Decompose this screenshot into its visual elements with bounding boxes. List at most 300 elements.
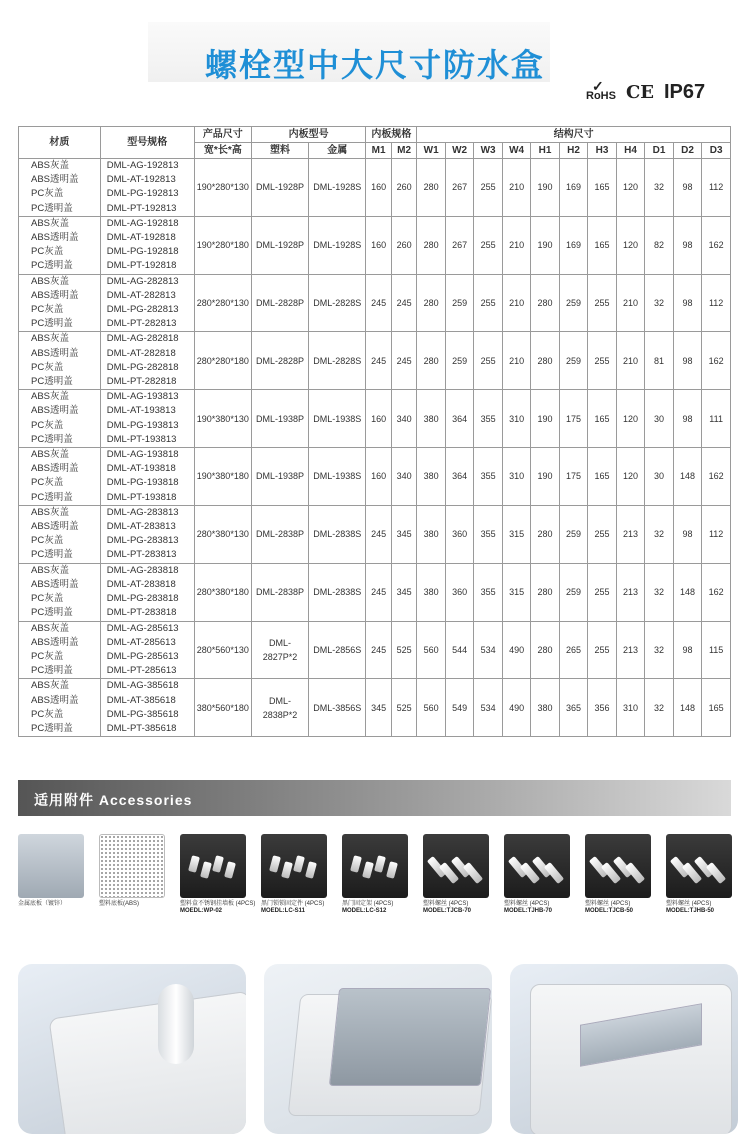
material-name: ABS透明盖 — [31, 347, 79, 359]
accessory-model: MODEL:TJHB-70 — [504, 908, 553, 914]
model-number: DML-AG-385618 — [106, 680, 179, 692]
value-cell: 245 — [391, 274, 417, 332]
accessory-item — [423, 834, 489, 915]
value-cell: 255 — [588, 332, 616, 390]
material-name: ABS透明盖 — [31, 694, 79, 706]
value-cell: 380 — [417, 505, 445, 563]
value-cell: 190 — [531, 448, 559, 506]
material-name: PC透明盖 — [31, 318, 73, 330]
value-cell: 259 — [559, 563, 587, 621]
accessory-caption: 塑料螺丝 (4PCS) — [423, 901, 469, 907]
header-col-m2: M2 — [391, 143, 417, 159]
material-name: ABS灰盖 — [31, 217, 70, 229]
value-cell: 364 — [445, 448, 473, 506]
material-name: ABS透明盖 — [31, 289, 79, 301]
value-cell: 259 — [559, 505, 587, 563]
material-name: ABS透明盖 — [31, 578, 79, 590]
accessory-item — [180, 834, 256, 915]
material-name: PC透明盖 — [31, 722, 73, 734]
material-name: PC透明盖 — [31, 607, 73, 619]
model-number: DML-AG-283813 — [106, 506, 179, 518]
material-name: ABS灰盖 — [31, 160, 70, 171]
value-cell: 245 — [366, 563, 392, 621]
material-name: ABS灰盖 — [31, 622, 70, 634]
accessory-image — [504, 834, 570, 898]
material-name: ABS透明盖 — [31, 521, 79, 533]
value-cell: 98 — [673, 216, 701, 274]
header-col-w3: W3 — [474, 143, 502, 159]
model-cell — [100, 216, 194, 274]
value-cell: 255 — [588, 505, 616, 563]
accessory-model: MOEDL:LC-S11 — [261, 908, 306, 914]
value-cell: 280 — [531, 505, 559, 563]
value-cell: 356 — [588, 679, 616, 737]
value-cell: 98 — [673, 274, 701, 332]
value-cell: 560 — [417, 679, 445, 737]
model-number: DML-PT-385618 — [106, 722, 177, 734]
value-cell: 115 — [702, 621, 731, 679]
table-row — [19, 332, 731, 390]
plastic-cell: DML-2828P — [251, 274, 308, 332]
table-row — [19, 505, 731, 563]
accessory-caption: 黑门固定架 (4PCS) — [342, 901, 394, 907]
material-name: ABS灰盖 — [31, 333, 70, 345]
accessory-caption: 塑料螺丝 (4PCS) — [585, 901, 631, 907]
material-name: ABS灰盖 — [31, 391, 70, 403]
value-cell: 255 — [474, 216, 502, 274]
accessory-image — [180, 834, 246, 898]
value-cell: 160 — [366, 216, 392, 274]
value-cell: 245 — [366, 621, 392, 679]
model-number: DML-PG-285613 — [106, 650, 179, 662]
table-row — [19, 679, 731, 737]
part-shape — [212, 855, 224, 873]
accessory-model: MODEL:TJHB-50 — [666, 908, 715, 914]
material-name: PC透明盖 — [31, 491, 73, 503]
material-cell — [19, 448, 101, 506]
material-name: ABS透明盖 — [31, 232, 79, 244]
part-shape — [281, 861, 293, 879]
value-cell: 162 — [702, 216, 731, 274]
material-cell — [19, 216, 101, 274]
value-cell: 380 — [417, 563, 445, 621]
value-cell: 310 — [502, 390, 530, 448]
rohs-label: RoHS — [586, 90, 616, 102]
material-name: PC灰盖 — [31, 419, 64, 431]
plastic-cell: DML-1938P — [251, 448, 308, 506]
value-cell: 260 — [391, 216, 417, 274]
material-name: PC透明盖 — [31, 665, 73, 677]
material-name: PC透明盖 — [31, 433, 73, 445]
value-cell: 280 — [531, 274, 559, 332]
value-cell: 255 — [588, 274, 616, 332]
model-number: DML-PG-283813 — [106, 535, 179, 547]
value-cell: 162 — [702, 448, 731, 506]
model-number: DML-AT-283818 — [106, 578, 176, 590]
value-cell: 255 — [588, 563, 616, 621]
material-cell — [19, 332, 101, 390]
value-cell: 165 — [702, 679, 731, 737]
part-shape — [188, 855, 200, 873]
table-row — [19, 563, 731, 621]
value-cell: 259 — [559, 332, 587, 390]
header-col-d3: D3 — [702, 143, 731, 159]
material-cell — [19, 274, 101, 332]
value-cell: 355 — [474, 505, 502, 563]
metal-cell: DML-2828S — [309, 332, 366, 390]
size-cell: 280*280*130 — [194, 274, 251, 332]
header-size: 产品尺寸 — [194, 127, 251, 143]
value-cell: 213 — [616, 621, 644, 679]
accessory-model: MODEL:LC-S12 — [342, 908, 387, 914]
value-cell: 120 — [616, 159, 644, 217]
value-cell: 160 — [366, 448, 392, 506]
value-cell: 260 — [391, 159, 417, 217]
header-metal: 金属 — [309, 143, 366, 159]
value-cell: 310 — [502, 448, 530, 506]
plastic-cell: DML-2828P — [251, 332, 308, 390]
accessory-item — [342, 834, 408, 915]
model-number: DML-AG-283818 — [106, 564, 179, 576]
material-cell — [19, 505, 101, 563]
header-col-d1: D1 — [645, 143, 673, 159]
value-cell: 82 — [645, 216, 673, 274]
value-cell: 165 — [588, 390, 616, 448]
value-cell: 175 — [559, 448, 587, 506]
value-cell: 165 — [588, 448, 616, 506]
material-name: ABS透明盖 — [31, 405, 79, 417]
material-name: ABS透明盖 — [31, 636, 79, 648]
accessory-image — [585, 834, 651, 898]
value-cell: 355 — [474, 563, 502, 621]
material-name: ABS透明盖 — [31, 463, 79, 475]
model-number: DML-PG-193813 — [106, 419, 179, 431]
material-name: PC灰盖 — [31, 246, 64, 258]
model-number: DML-AT-193813 — [106, 405, 176, 417]
model-cell — [100, 563, 194, 621]
material-name: PC灰盖 — [31, 535, 64, 547]
accessory-caption: 塑料螺丝 (4PCS) — [666, 901, 712, 907]
model-number: DML-AT-385618 — [106, 694, 176, 706]
value-cell: 255 — [474, 274, 502, 332]
model-cell — [100, 274, 194, 332]
value-cell: 265 — [559, 621, 587, 679]
material-cell — [19, 563, 101, 621]
value-cell: 534 — [474, 679, 502, 737]
value-cell: 120 — [616, 390, 644, 448]
model-number: DML-PG-192813 — [106, 188, 179, 200]
part-shape — [374, 855, 386, 873]
accessory-caption: 塑料螺丝 (4PCS) — [504, 901, 550, 907]
material-name: ABS灰盖 — [31, 275, 70, 287]
model-number: DML-PT-283813 — [106, 549, 177, 561]
table-row — [19, 448, 731, 506]
value-cell: 148 — [673, 448, 701, 506]
value-cell: 32 — [645, 505, 673, 563]
material-cell — [19, 159, 101, 217]
size-cell: 280*280*180 — [194, 332, 251, 390]
value-cell: 315 — [502, 505, 530, 563]
header-col-w2: W2 — [445, 143, 473, 159]
model-number: DML-AG-192818 — [106, 217, 179, 229]
size-cell: 380*560*180 — [194, 679, 251, 737]
value-cell: 255 — [474, 332, 502, 390]
header-material: 材质 — [19, 127, 101, 159]
model-number: DML-AT-192818 — [106, 232, 176, 244]
model-number: DML-PT-282818 — [106, 376, 177, 388]
plastic-cell: DML-1928P — [251, 159, 308, 217]
model-number: DML-PT-193813 — [106, 433, 177, 445]
value-cell: 162 — [702, 332, 731, 390]
value-cell: 30 — [645, 448, 673, 506]
value-cell: 280 — [531, 332, 559, 390]
value-cell: 245 — [366, 274, 392, 332]
header-size-sub: 宽*长*高 — [194, 143, 251, 159]
value-cell: 213 — [616, 563, 644, 621]
value-cell: 210 — [502, 274, 530, 332]
size-cell: 280*560*130 — [194, 621, 251, 679]
value-cell: 30 — [645, 390, 673, 448]
model-number: DML-PG-385618 — [106, 708, 179, 720]
value-cell: 355 — [474, 448, 502, 506]
material-name: PC灰盖 — [31, 188, 64, 200]
part-shape — [305, 861, 317, 879]
material-name: PC灰盖 — [31, 361, 64, 373]
value-cell: 365 — [559, 679, 587, 737]
material-name: PC灰盖 — [31, 593, 64, 605]
model-cell — [100, 159, 194, 217]
model-number: DML-PG-192818 — [106, 246, 179, 258]
value-cell: 345 — [366, 679, 392, 737]
accessory-image — [423, 834, 489, 898]
material-name: PC灰盖 — [31, 708, 64, 720]
plastic-cell: DML-1938P — [251, 390, 308, 448]
header-col-h3: H3 — [588, 143, 616, 159]
ip-rating: IP67 — [664, 80, 706, 103]
value-cell: 32 — [645, 159, 673, 217]
material-name: ABS灰盖 — [31, 449, 70, 461]
value-cell: 112 — [702, 274, 731, 332]
value-cell: 98 — [673, 621, 701, 679]
value-cell: 255 — [588, 621, 616, 679]
model-number: DML-AT-285613 — [106, 636, 176, 648]
plastic-cell: DML-2838P — [251, 505, 308, 563]
accessory-item — [585, 834, 651, 915]
metal-cell: DML-1938S — [309, 390, 366, 448]
header-struct: 结构尺寸 — [417, 127, 731, 143]
model-number: DML-AT-192813 — [106, 174, 176, 186]
model-number: DML-PG-193818 — [106, 477, 179, 489]
value-cell: 210 — [616, 274, 644, 332]
model-number: DML-AT-193818 — [106, 463, 176, 475]
model-number: DML-PT-282813 — [106, 318, 177, 330]
value-cell: 544 — [445, 621, 473, 679]
value-cell: 280 — [417, 274, 445, 332]
product-photo-3 — [510, 964, 738, 1134]
value-cell: 120 — [616, 216, 644, 274]
value-cell: 315 — [502, 563, 530, 621]
value-cell: 280 — [531, 621, 559, 679]
plastic-cell: DML-2827P*2 — [251, 621, 308, 679]
value-cell: 98 — [673, 505, 701, 563]
value-cell: 560 — [417, 621, 445, 679]
material-name: ABS灰盖 — [31, 564, 70, 576]
product-photo-2 — [264, 964, 492, 1134]
model-number: DML-AT-282818 — [106, 347, 176, 359]
size-cell: 280*380*180 — [194, 563, 251, 621]
material-name: PC灰盖 — [31, 650, 64, 662]
value-cell: 148 — [673, 679, 701, 737]
value-cell: 360 — [445, 505, 473, 563]
spec-table — [18, 126, 731, 737]
model-number: DML-PT-193818 — [106, 491, 177, 503]
value-cell: 162 — [702, 563, 731, 621]
value-cell: 380 — [417, 448, 445, 506]
model-number: DML-PT-283818 — [106, 607, 177, 619]
value-cell: 280 — [417, 159, 445, 217]
accessory-image — [261, 834, 327, 898]
value-cell: 169 — [559, 216, 587, 274]
model-cell — [100, 621, 194, 679]
size-cell: 190*280*130 — [194, 159, 251, 217]
header-col-h4: H4 — [616, 143, 644, 159]
value-cell: 259 — [559, 274, 587, 332]
value-cell: 169 — [559, 159, 587, 217]
value-cell: 280 — [417, 216, 445, 274]
material-name: PC透明盖 — [31, 376, 73, 388]
model-number: DML-PT-285613 — [106, 665, 177, 677]
value-cell: 345 — [391, 563, 417, 621]
model-cell — [100, 679, 194, 737]
header-col-h2: H2 — [559, 143, 587, 159]
value-cell: 245 — [391, 332, 417, 390]
rohs-badge — [586, 78, 616, 102]
size-cell: 190*380*180 — [194, 448, 251, 506]
part-shape — [293, 855, 305, 873]
accessory-model: MOEDL:WP-02 — [180, 908, 222, 914]
part-shape — [350, 855, 362, 873]
value-cell: 112 — [702, 159, 731, 217]
metal-cell: DML-1938S — [309, 448, 366, 506]
part-shape — [362, 861, 374, 879]
material-cell — [19, 621, 101, 679]
value-cell: 380 — [417, 390, 445, 448]
value-cell: 490 — [502, 621, 530, 679]
accessory-image — [99, 834, 165, 898]
value-cell: 210 — [502, 216, 530, 274]
accessory-model: MODEL:TJCB-70 — [423, 908, 472, 914]
value-cell: 98 — [673, 332, 701, 390]
part-shape — [200, 861, 212, 879]
accessory-image — [666, 834, 732, 898]
model-number: DML-AG-193813 — [106, 391, 179, 403]
metal-cell: DML-3856S — [309, 679, 366, 737]
header-col-m1: M1 — [366, 143, 392, 159]
value-cell: 267 — [445, 159, 473, 217]
header-plastic: 塑料 — [251, 143, 308, 159]
metal-cell: DML-2856S — [309, 621, 366, 679]
model-number: DML-AG-282813 — [106, 275, 179, 287]
value-cell: 259 — [445, 332, 473, 390]
model-number: DML-PG-283818 — [106, 593, 179, 605]
model-number: DML-PT-192818 — [106, 260, 177, 272]
value-cell: 160 — [366, 390, 392, 448]
value-cell: 549 — [445, 679, 473, 737]
header-col-w1: W1 — [417, 143, 445, 159]
value-cell: 213 — [616, 505, 644, 563]
value-cell: 340 — [391, 390, 417, 448]
model-number: DML-AG-282818 — [106, 333, 179, 345]
accessory-caption: 塑料底板(ABS) — [99, 901, 140, 907]
material-name: ABS灰盖 — [31, 680, 70, 692]
material-name: PC灰盖 — [31, 477, 64, 489]
value-cell: 340 — [391, 448, 417, 506]
size-cell: 190*380*130 — [194, 390, 251, 448]
value-cell: 81 — [645, 332, 673, 390]
accessory-caption: 金属底板（镀锌） — [18, 901, 67, 907]
value-cell: 245 — [366, 505, 392, 563]
model-number: DML-AT-282813 — [106, 289, 176, 301]
value-cell: 210 — [502, 332, 530, 390]
material-name: PC透明盖 — [31, 549, 73, 561]
value-cell: 525 — [391, 621, 417, 679]
accessory-item — [504, 834, 570, 915]
table-row — [19, 621, 731, 679]
header-col-w4: W4 — [502, 143, 530, 159]
plastic-cell: DML-2838P — [251, 563, 308, 621]
accessory-caption: 黑门锁锁固定件 (4PCS) — [261, 901, 325, 907]
value-cell: 120 — [616, 448, 644, 506]
value-cell: 160 — [366, 159, 392, 217]
value-cell: 190 — [531, 159, 559, 217]
value-cell: 165 — [588, 216, 616, 274]
value-cell: 32 — [645, 563, 673, 621]
material-cell — [19, 390, 101, 448]
value-cell: 148 — [673, 563, 701, 621]
value-cell: 165 — [588, 159, 616, 217]
metal-cell: DML-1928S — [309, 159, 366, 217]
value-cell: 355 — [474, 390, 502, 448]
part-shape — [269, 855, 281, 873]
value-cell: 32 — [645, 274, 673, 332]
value-cell: 380 — [531, 679, 559, 737]
metal-cell: DML-1928S — [309, 216, 366, 274]
value-cell: 245 — [366, 332, 392, 390]
material-name: PC透明盖 — [31, 202, 73, 214]
accessories-title: 适用附件 Accessories — [34, 792, 193, 808]
material-name: ABS透明盖 — [31, 174, 79, 186]
product-photo-1 — [18, 964, 246, 1134]
ce-mark: CE — [625, 81, 654, 103]
value-cell: 32 — [645, 679, 673, 737]
table-row — [19, 274, 731, 332]
value-cell: 190 — [531, 216, 559, 274]
value-cell: 259 — [445, 274, 473, 332]
value-cell: 345 — [391, 505, 417, 563]
table-row — [19, 159, 731, 217]
value-cell: 210 — [616, 332, 644, 390]
value-cell: 112 — [702, 505, 731, 563]
table-row — [19, 390, 731, 448]
accessory-image — [18, 834, 84, 898]
header-inner-spec: 内板规格 — [366, 127, 417, 143]
material-name: ABS灰盖 — [31, 506, 70, 518]
material-name: PC灰盖 — [31, 304, 64, 316]
model-cell — [100, 448, 194, 506]
value-cell: 32 — [645, 621, 673, 679]
value-cell: 280 — [417, 332, 445, 390]
accessory-item — [99, 834, 165, 908]
